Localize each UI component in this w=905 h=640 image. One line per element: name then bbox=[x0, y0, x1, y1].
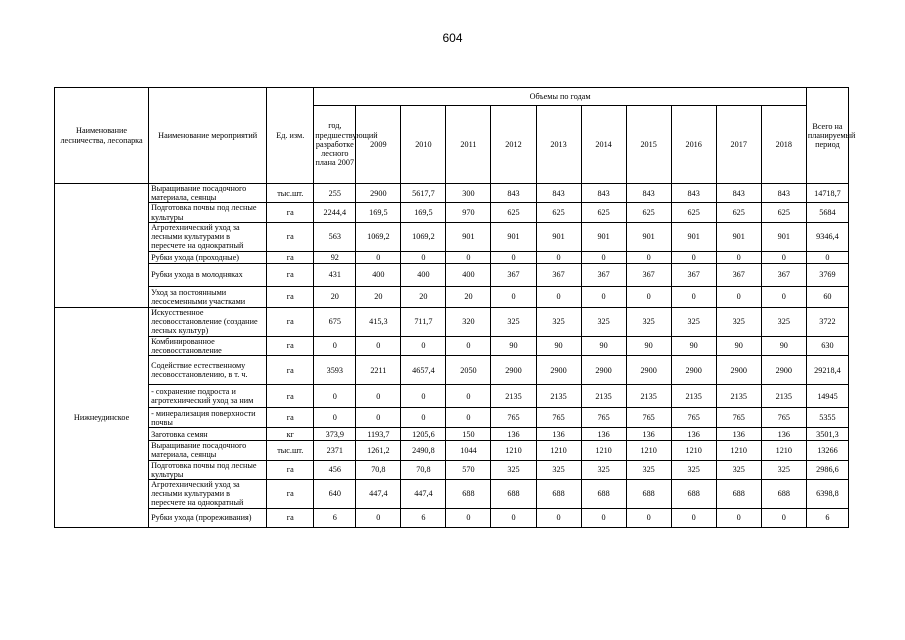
value-cell: 2900 bbox=[491, 356, 536, 385]
value-cell: 367 bbox=[716, 263, 761, 286]
activity-name: Рубки ухода (прореживания) bbox=[149, 508, 267, 527]
header-total: Всего на планируемый период bbox=[806, 88, 848, 184]
unit-cell: га bbox=[267, 508, 314, 527]
forestry-activities-table bbox=[54, 87, 856, 528]
value-cell: 136 bbox=[581, 428, 626, 441]
value-cell: 901 bbox=[491, 222, 536, 251]
total-cell: 6 bbox=[806, 508, 848, 527]
value-cell: 1210 bbox=[626, 441, 671, 460]
table-row bbox=[55, 203, 849, 222]
value-cell: 0 bbox=[761, 508, 806, 527]
unit-cell: кг bbox=[267, 428, 314, 441]
total-cell: 9346,4 bbox=[806, 222, 848, 251]
value-cell: 325 bbox=[761, 460, 806, 479]
value-cell: 0 bbox=[356, 408, 401, 428]
activity-name: Подготовка почвы под лесные культуры bbox=[149, 460, 267, 479]
value-cell: 0 bbox=[626, 286, 671, 307]
value-cell: 0 bbox=[671, 286, 716, 307]
header-year: 2016 bbox=[671, 106, 716, 184]
table-row bbox=[55, 251, 849, 263]
value-cell: 0 bbox=[581, 508, 626, 527]
value-cell: 3593 bbox=[314, 356, 356, 385]
value-cell: 0 bbox=[314, 385, 356, 408]
value-cell: 6 bbox=[314, 508, 356, 527]
value-cell: 0 bbox=[491, 286, 536, 307]
header-activity: Наименование мероприятий bbox=[149, 88, 267, 184]
activity-name: Рубки ухода в молодняках bbox=[149, 263, 267, 286]
table-row bbox=[55, 408, 849, 428]
total-cell: 6398,8 bbox=[806, 480, 848, 509]
table-row bbox=[55, 336, 849, 355]
value-cell: 2900 bbox=[581, 356, 626, 385]
value-cell: 325 bbox=[491, 307, 536, 336]
value-cell: 625 bbox=[761, 203, 806, 222]
value-cell: 1210 bbox=[491, 441, 536, 460]
value-cell: 20 bbox=[401, 286, 446, 307]
value-cell: 640 bbox=[314, 480, 356, 509]
value-cell: 0 bbox=[314, 408, 356, 428]
value-cell: 0 bbox=[446, 385, 491, 408]
header-forestry: Наименование лесничества, лесопарка bbox=[55, 88, 149, 184]
value-cell: 150 bbox=[446, 428, 491, 441]
value-cell: 169,5 bbox=[401, 203, 446, 222]
value-cell: 843 bbox=[536, 184, 581, 203]
value-cell: 5617,7 bbox=[401, 184, 446, 203]
value-cell: 625 bbox=[581, 203, 626, 222]
value-cell: 970 bbox=[446, 203, 491, 222]
value-cell: 688 bbox=[626, 480, 671, 509]
value-cell: 6 bbox=[401, 508, 446, 527]
total-cell: 0 bbox=[806, 251, 848, 263]
activity-name: Агротехнический уход за лесными культурами в пересчете на однократный bbox=[149, 480, 267, 509]
activity-name: Заготовка семян bbox=[149, 428, 267, 441]
value-cell: 0 bbox=[581, 251, 626, 263]
activity-name: Уход за постоянными лесосеменными участками bbox=[149, 286, 267, 307]
total-cell: 3722 bbox=[806, 307, 848, 336]
value-cell: 0 bbox=[716, 286, 761, 307]
unit-cell: га bbox=[267, 356, 314, 385]
value-cell: 1210 bbox=[581, 441, 626, 460]
value-cell: 765 bbox=[761, 408, 806, 428]
value-cell: 563 bbox=[314, 222, 356, 251]
value-cell: 1261,2 bbox=[356, 441, 401, 460]
value-cell: 843 bbox=[626, 184, 671, 203]
table-row bbox=[55, 480, 849, 509]
activity-name: Содействие естественному лесовосстановлению, в т. ч. bbox=[149, 356, 267, 385]
header-year: 2015 bbox=[626, 106, 671, 184]
value-cell: 0 bbox=[491, 508, 536, 527]
value-cell: 400 bbox=[446, 263, 491, 286]
value-cell: 765 bbox=[716, 408, 761, 428]
total-cell: 2986,6 bbox=[806, 460, 848, 479]
value-cell: 415,3 bbox=[356, 307, 401, 336]
value-cell: 1069,2 bbox=[401, 222, 446, 251]
value-cell: 90 bbox=[536, 336, 581, 355]
value-cell: 1210 bbox=[716, 441, 761, 460]
unit-cell: га bbox=[267, 203, 314, 222]
table-row bbox=[55, 184, 849, 203]
total-cell: 5684 bbox=[806, 203, 848, 222]
value-cell: 688 bbox=[446, 480, 491, 509]
value-cell: 325 bbox=[536, 307, 581, 336]
value-cell: 325 bbox=[716, 307, 761, 336]
value-cell: 90 bbox=[626, 336, 671, 355]
header-year: 2017 bbox=[716, 106, 761, 184]
value-cell: 325 bbox=[626, 460, 671, 479]
value-cell: 136 bbox=[491, 428, 536, 441]
value-cell: 325 bbox=[716, 460, 761, 479]
value-cell: 688 bbox=[761, 480, 806, 509]
value-cell: 325 bbox=[671, 307, 716, 336]
value-cell: 325 bbox=[671, 460, 716, 479]
value-cell: 456 bbox=[314, 460, 356, 479]
value-cell: 325 bbox=[581, 460, 626, 479]
value-cell: 1210 bbox=[761, 441, 806, 460]
value-cell: 367 bbox=[761, 263, 806, 286]
unit-cell: га bbox=[267, 336, 314, 355]
value-cell: 711,7 bbox=[401, 307, 446, 336]
activity-name: Искусственное лесовосстановление (создание лесных культур) bbox=[149, 307, 267, 336]
forestry-name bbox=[55, 184, 149, 308]
value-cell: 625 bbox=[626, 203, 671, 222]
value-cell: 625 bbox=[491, 203, 536, 222]
unit-cell: га bbox=[267, 222, 314, 251]
value-cell: 136 bbox=[671, 428, 716, 441]
value-cell: 0 bbox=[356, 336, 401, 355]
value-cell: 0 bbox=[581, 286, 626, 307]
value-cell: 570 bbox=[446, 460, 491, 479]
value-cell: 0 bbox=[401, 336, 446, 355]
value-cell: 2371 bbox=[314, 441, 356, 460]
value-cell: 2211 bbox=[356, 356, 401, 385]
value-cell: 1069,2 bbox=[356, 222, 401, 251]
value-cell: 0 bbox=[536, 251, 581, 263]
value-cell: 2900 bbox=[761, 356, 806, 385]
value-cell: 2244,4 bbox=[314, 203, 356, 222]
value-cell: 0 bbox=[446, 251, 491, 263]
value-cell: 325 bbox=[581, 307, 626, 336]
table-row bbox=[55, 460, 849, 479]
total-cell: 5355 bbox=[806, 408, 848, 428]
value-cell: 0 bbox=[626, 508, 671, 527]
total-cell: 13266 bbox=[806, 441, 848, 460]
value-cell: 901 bbox=[446, 222, 491, 251]
value-cell: 901 bbox=[671, 222, 716, 251]
value-cell: 447,4 bbox=[401, 480, 446, 509]
total-cell: 3501,3 bbox=[806, 428, 848, 441]
table-row bbox=[55, 441, 849, 460]
value-cell: 2900 bbox=[356, 184, 401, 203]
value-cell: 20 bbox=[314, 286, 356, 307]
value-cell: 2135 bbox=[761, 385, 806, 408]
unit-cell: га bbox=[267, 307, 314, 336]
value-cell: 0 bbox=[401, 385, 446, 408]
value-cell: 765 bbox=[491, 408, 536, 428]
unit-cell: тыс.шт. bbox=[267, 184, 314, 203]
value-cell: 901 bbox=[761, 222, 806, 251]
unit-cell: га bbox=[267, 460, 314, 479]
activity-name: Выращивание посадочного материала, сеянцы bbox=[149, 184, 267, 203]
value-cell: 1205,6 bbox=[401, 428, 446, 441]
value-cell: 0 bbox=[356, 251, 401, 263]
value-cell: 843 bbox=[581, 184, 626, 203]
unit-cell: тыс.шт. bbox=[267, 441, 314, 460]
forestry-name: Нижнеудинское bbox=[55, 307, 149, 527]
value-cell: 70,8 bbox=[401, 460, 446, 479]
value-cell: 0 bbox=[761, 251, 806, 263]
value-cell: 0 bbox=[314, 336, 356, 355]
value-cell: 625 bbox=[671, 203, 716, 222]
activity-name: Подготовка почвы под лесные культуры bbox=[149, 203, 267, 222]
value-cell: 0 bbox=[401, 408, 446, 428]
value-cell: 20 bbox=[446, 286, 491, 307]
activity-name: - сохранение подроста и агротехнический уход за ним bbox=[149, 385, 267, 408]
unit-cell: га bbox=[267, 263, 314, 286]
value-cell: 2900 bbox=[536, 356, 581, 385]
header-year: 2009 bbox=[356, 106, 401, 184]
value-cell: 90 bbox=[671, 336, 716, 355]
value-cell: 0 bbox=[446, 336, 491, 355]
value-cell: 136 bbox=[761, 428, 806, 441]
value-cell: 765 bbox=[581, 408, 626, 428]
value-cell: 901 bbox=[581, 222, 626, 251]
unit-cell: га bbox=[267, 286, 314, 307]
value-cell: 901 bbox=[536, 222, 581, 251]
total-cell: 29218,4 bbox=[806, 356, 848, 385]
value-cell: 688 bbox=[536, 480, 581, 509]
value-cell: 373,9 bbox=[314, 428, 356, 441]
header-year: 2014 bbox=[581, 106, 626, 184]
value-cell: 20 bbox=[356, 286, 401, 307]
unit-cell: га bbox=[267, 251, 314, 263]
value-cell: 255 bbox=[314, 184, 356, 203]
value-cell: 90 bbox=[581, 336, 626, 355]
value-cell: 136 bbox=[536, 428, 581, 441]
value-cell: 0 bbox=[401, 251, 446, 263]
value-cell: 2900 bbox=[716, 356, 761, 385]
value-cell: 0 bbox=[761, 286, 806, 307]
value-cell: 325 bbox=[536, 460, 581, 479]
value-cell: 400 bbox=[401, 263, 446, 286]
value-cell: 0 bbox=[716, 251, 761, 263]
value-cell: 4657,4 bbox=[401, 356, 446, 385]
page-number: 604 bbox=[442, 31, 463, 45]
header-year: 2010 bbox=[401, 106, 446, 184]
value-cell: 325 bbox=[761, 307, 806, 336]
total-cell: 14945 bbox=[806, 385, 848, 408]
activity-name: - минерализация поверхности почвы bbox=[149, 408, 267, 428]
value-cell: 325 bbox=[491, 460, 536, 479]
activity-name: Агротехнический уход за лесными культурами в пересчете на однократный bbox=[149, 222, 267, 251]
value-cell: 367 bbox=[491, 263, 536, 286]
value-cell: 447,4 bbox=[356, 480, 401, 509]
value-cell: 0 bbox=[671, 251, 716, 263]
table-row bbox=[55, 263, 849, 286]
table-row bbox=[55, 508, 849, 527]
value-cell: 843 bbox=[716, 184, 761, 203]
header-year: 2018 bbox=[761, 106, 806, 184]
table-row bbox=[55, 222, 849, 251]
table-row bbox=[55, 307, 849, 336]
value-cell: 0 bbox=[446, 508, 491, 527]
value-cell: 765 bbox=[536, 408, 581, 428]
value-cell: 2135 bbox=[626, 385, 671, 408]
value-cell: 2135 bbox=[536, 385, 581, 408]
unit-cell: га bbox=[267, 480, 314, 509]
value-cell: 0 bbox=[536, 508, 581, 527]
value-cell: 1210 bbox=[671, 441, 716, 460]
value-cell: 2900 bbox=[671, 356, 716, 385]
value-cell: 625 bbox=[536, 203, 581, 222]
table-row bbox=[55, 286, 849, 307]
value-cell: 169,5 bbox=[356, 203, 401, 222]
value-cell: 1044 bbox=[446, 441, 491, 460]
value-cell: 367 bbox=[536, 263, 581, 286]
value-cell: 70,8 bbox=[356, 460, 401, 479]
total-cell: 630 bbox=[806, 336, 848, 355]
value-cell: 1193,7 bbox=[356, 428, 401, 441]
total-cell: 3769 bbox=[806, 263, 848, 286]
activity-name: Выращивание посадочного материала, сеянцы bbox=[149, 441, 267, 460]
header-unit: Ед. изм. bbox=[267, 88, 314, 184]
value-cell: 688 bbox=[581, 480, 626, 509]
value-cell: 0 bbox=[491, 251, 536, 263]
value-cell: 675 bbox=[314, 307, 356, 336]
value-cell: 90 bbox=[716, 336, 761, 355]
value-cell: 688 bbox=[671, 480, 716, 509]
activity-name: Рубки ухода (проходные) bbox=[149, 251, 267, 263]
value-cell: 320 bbox=[446, 307, 491, 336]
header-year: 2012 bbox=[491, 106, 536, 184]
value-cell: 843 bbox=[761, 184, 806, 203]
value-cell: 300 bbox=[446, 184, 491, 203]
value-cell: 325 bbox=[626, 307, 671, 336]
value-cell: 765 bbox=[626, 408, 671, 428]
value-cell: 367 bbox=[671, 263, 716, 286]
header-year: год, предшествующий разработке лесного плана 2007 bbox=[314, 106, 356, 184]
value-cell: 400 bbox=[356, 263, 401, 286]
activity-name: Комбинированное лесовосстановление bbox=[149, 336, 267, 355]
value-cell: 2900 bbox=[626, 356, 671, 385]
value-cell: 843 bbox=[491, 184, 536, 203]
value-cell: 431 bbox=[314, 263, 356, 286]
value-cell: 0 bbox=[716, 508, 761, 527]
value-cell: 92 bbox=[314, 251, 356, 263]
value-cell: 2135 bbox=[581, 385, 626, 408]
header-volumes: Объемы по годам bbox=[314, 88, 807, 106]
value-cell: 90 bbox=[761, 336, 806, 355]
value-cell: 688 bbox=[716, 480, 761, 509]
header-year: 2011 bbox=[446, 106, 491, 184]
value-cell: 901 bbox=[626, 222, 671, 251]
value-cell: 843 bbox=[671, 184, 716, 203]
value-cell: 367 bbox=[626, 263, 671, 286]
header-year: 2013 bbox=[536, 106, 581, 184]
table-row bbox=[55, 385, 849, 408]
value-cell: 2135 bbox=[491, 385, 536, 408]
value-cell: 2490,8 bbox=[401, 441, 446, 460]
value-cell: 901 bbox=[716, 222, 761, 251]
value-cell: 136 bbox=[626, 428, 671, 441]
value-cell: 367 bbox=[581, 263, 626, 286]
value-cell: 2135 bbox=[671, 385, 716, 408]
table-row bbox=[55, 356, 849, 385]
total-cell: 60 bbox=[806, 286, 848, 307]
value-cell: 625 bbox=[716, 203, 761, 222]
table-row bbox=[55, 428, 849, 441]
unit-cell: га bbox=[267, 408, 314, 428]
total-cell: 14718,7 bbox=[806, 184, 848, 203]
value-cell: 0 bbox=[446, 408, 491, 428]
value-cell: 0 bbox=[671, 508, 716, 527]
value-cell: 1210 bbox=[536, 441, 581, 460]
unit-cell: га bbox=[267, 385, 314, 408]
value-cell: 2135 bbox=[716, 385, 761, 408]
value-cell: 765 bbox=[671, 408, 716, 428]
value-cell: 136 bbox=[716, 428, 761, 441]
value-cell: 0 bbox=[356, 508, 401, 527]
value-cell: 0 bbox=[356, 385, 401, 408]
value-cell: 688 bbox=[491, 480, 536, 509]
value-cell: 0 bbox=[626, 251, 671, 263]
value-cell: 90 bbox=[491, 336, 536, 355]
value-cell: 0 bbox=[536, 286, 581, 307]
value-cell: 2050 bbox=[446, 356, 491, 385]
